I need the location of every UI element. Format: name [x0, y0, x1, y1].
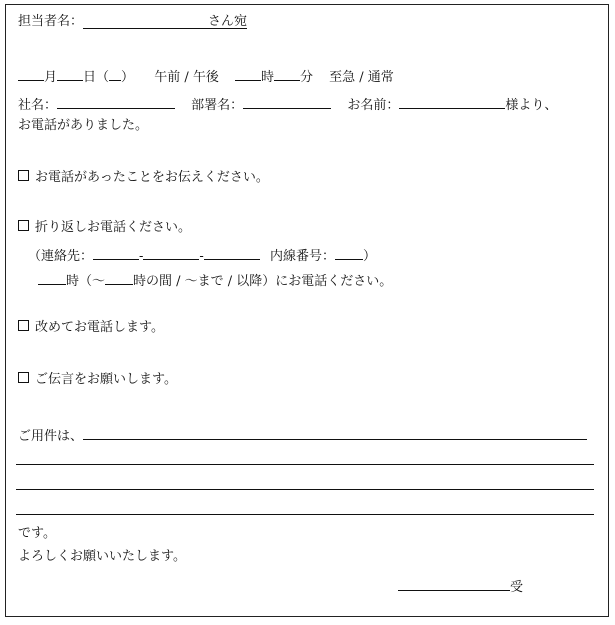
received-row: [398, 576, 523, 596]
callback-hour-field[interactable]: [38, 270, 66, 285]
extension-label: 内線番号：: [269, 249, 335, 264]
extension-field[interactable]: [335, 245, 363, 260]
message-line-3[interactable]: [16, 489, 594, 490]
option-convey[interactable]: [18, 170, 269, 186]
receiver-field[interactable]: [398, 576, 510, 591]
message-line-4[interactable]: [16, 514, 594, 515]
contact-open: （連絡先：: [28, 249, 94, 264]
message-line-1[interactable]: [83, 425, 587, 440]
day-close: ）: [121, 70, 135, 85]
callback-range-label: 時の間 / ～まで / 以降）にお電話ください。: [133, 274, 393, 289]
option-call-again-label: 改めてお電話します。: [35, 320, 164, 335]
urgency-option[interactable]: 至急 / 通常: [329, 70, 394, 85]
contact-close: ）: [362, 249, 376, 264]
name-label: お名前：: [347, 98, 400, 113]
day-label: 日（: [83, 70, 110, 85]
phone-part1-field[interactable]: [93, 245, 139, 260]
minute-field[interactable]: [274, 66, 300, 81]
caller-name-field[interactable]: [399, 94, 505, 109]
phone-part3-field[interactable]: [204, 245, 260, 260]
weekday-field[interactable]: [109, 66, 121, 81]
hour-label: 時: [260, 70, 274, 85]
option-callback-label: 折り返しお電話ください。: [35, 220, 192, 235]
callback-hour-label: 時（～: [66, 274, 106, 289]
datetime-row: [18, 66, 394, 86]
option-callback[interactable]: [18, 220, 191, 236]
option-convey-label: お電話があったことをお伝えください。: [35, 170, 269, 185]
hour-field[interactable]: [235, 66, 261, 81]
caller-row: [18, 94, 557, 114]
month-label: 月: [44, 70, 58, 85]
option-call-again[interactable]: [18, 320, 164, 336]
option-leave-message-label: ご伝言をお願いします。: [35, 372, 177, 387]
company-field[interactable]: [57, 94, 175, 109]
checkbox-convey[interactable]: [18, 170, 29, 181]
callback-time-row: [38, 270, 392, 290]
closing-regards: よろしくお願いいたします。: [18, 549, 186, 564]
company-label: 社名：: [18, 98, 58, 113]
checkbox-callback[interactable]: [18, 220, 29, 231]
month-field[interactable]: [18, 66, 44, 81]
dash-2: -: [199, 249, 204, 264]
recipient-label: 担当者名：: [18, 14, 84, 29]
message-label: ご用件は、: [18, 429, 84, 444]
received-label: 受: [510, 580, 524, 595]
checkbox-call-again[interactable]: [18, 320, 29, 331]
message-row: [18, 425, 587, 445]
recipient-suffix: さん宛: [208, 14, 248, 29]
am-pm-option[interactable]: 午前 / 午後: [154, 70, 219, 85]
dept-label: 部署名：: [191, 98, 244, 113]
contact-row: [28, 245, 376, 265]
day-field[interactable]: [57, 66, 83, 81]
recipient-row: [18, 14, 247, 30]
closing-desu: です。: [18, 526, 56, 541]
call-note: お電話がありました。: [18, 118, 149, 133]
dept-field[interactable]: [243, 94, 331, 109]
message-line-2[interactable]: [16, 464, 594, 465]
recipient-field[interactable]: [83, 14, 247, 29]
checkbox-leave-message[interactable]: [18, 372, 29, 383]
dash-1: -: [139, 249, 144, 264]
minute-label: 分: [300, 70, 314, 85]
option-leave-message[interactable]: [18, 372, 177, 388]
name-suffix: 様より、: [505, 98, 558, 113]
phone-part2-field[interactable]: [143, 245, 199, 260]
callback-until-field[interactable]: [105, 270, 133, 285]
